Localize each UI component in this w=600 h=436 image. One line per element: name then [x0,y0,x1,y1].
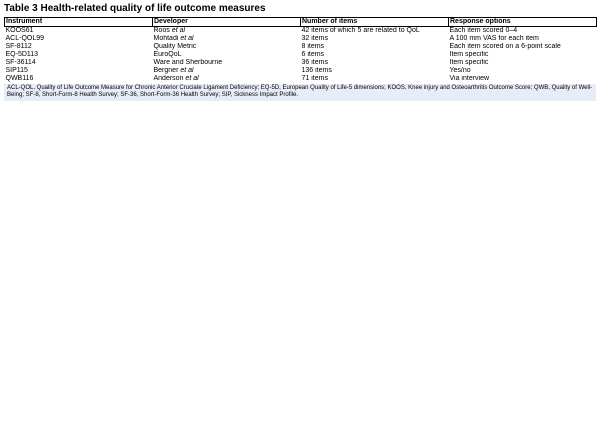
cell-response: Item specific [449,51,489,58]
developer-name: Roos [153,27,170,34]
table-row [5,59,597,67]
cell-items: 8 items [301,43,325,50]
developer-name: Quality Metric [153,43,197,50]
cell-instrument: SIP115 [5,67,28,74]
cell-response: Via interview [449,75,490,82]
header-response-options: Response options [449,18,597,27]
developer-etal: et al [180,35,194,42]
cell-items: 71 items [301,75,328,82]
table-footnote: ACL-QOL, Quality of Life Outcome Measure for Chronic Anterior Cruciate Ligament Deficiency; EQ-5D, European Quality of Life-5 dimensions; KOOS, Knee injury and Osteoarthritis Outcome Score; QWB, Quality of Well-Being; SF-8, Short-Form-8 Health Survey; SF-36, Short-Form-36 Health Survey; SIP, Sickness Impact Profile. [4,84,596,101]
cell-instrument: SF-36114 [5,59,36,66]
developer-etal: et al [185,75,199,82]
developer-etal: et al [171,27,186,34]
cell-instrument: ACL-QOL99 [5,35,45,42]
cell-items: 36 items [301,59,328,66]
cell-developer [153,59,301,67]
cell-developer [153,75,301,83]
cell-items: 32 items [301,35,328,42]
cell-instrument: EQ-5D113 [5,51,39,58]
cell-developer [153,35,301,43]
header-instrument: Instrument [5,18,153,27]
developer-name: Ware and Sherbourne [153,59,223,66]
table-row [5,67,597,75]
cell-instrument: KOOS61 [5,27,34,34]
developer-name: Anderson [153,75,184,82]
header-developer: Developer [153,18,301,27]
cell-items: 136 items [301,67,332,74]
cell-developer [153,51,301,59]
developer-name: Bergner [153,67,179,74]
table-title: Table 3 Health-related quality of life outcome measures [4,3,266,14]
cell-instrument: QWB116 [5,75,34,82]
table-row [5,27,597,36]
outcome-measures-table [4,17,597,83]
cell-response: Yes/no [449,67,471,74]
cell-developer [153,27,301,36]
table-row [5,51,597,59]
cell-items: 6 items [301,51,325,58]
table-row [5,75,597,83]
developer-etal: et al [180,67,194,74]
cell-developer [153,43,301,51]
header-number-of-items: Number of items [301,18,449,27]
table-row [5,35,597,43]
developer-name: EuroQoL [153,51,182,58]
cell-items: 42 items of which 5 are related to QoL [301,27,420,34]
cell-developer [153,67,301,75]
cell-instrument: SF-8112 [5,43,32,50]
cell-response: A 100 mm VAS for each item [449,35,539,42]
developer-name: Mohtadi [153,35,179,42]
cell-response: Item specific [449,59,489,66]
cell-response: Each item scored on a 6-point scale [449,43,561,50]
table-header-row [5,18,597,27]
table-body [5,27,597,84]
table-row [5,43,597,51]
document [4,3,596,101]
cell-response: Each item scored 0–4 [449,27,518,34]
